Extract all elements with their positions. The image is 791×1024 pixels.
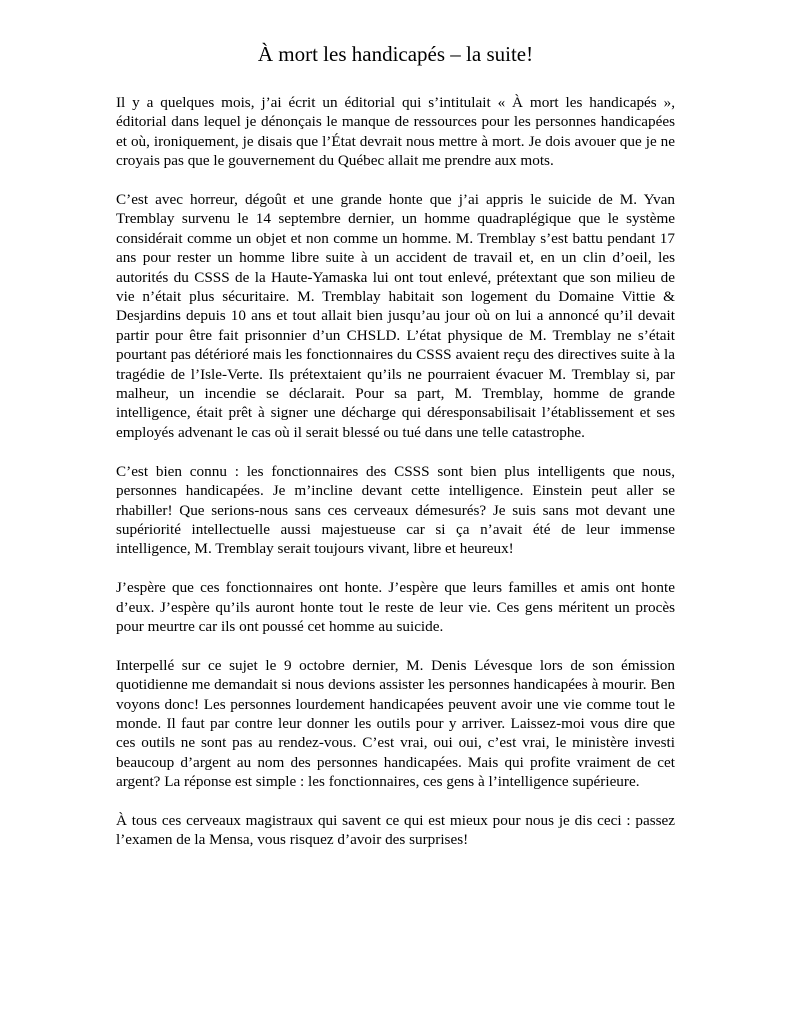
- paragraph-1: Il y a quelques mois, j’ai écrit un éditorial qui s’intitulait « À mort les handicapés », éditorial dans lequel je dénonçais le manque de ressources pour les personnes handicapées et où, ironiquement, je disais que l’État devrait nous mettre à mort. Je dois avouer que je ne croyais pas que le gouvernement du Québec allait me prendre aux mots.: [116, 94, 675, 170]
- page-title: À mort les handicapés – la suite!: [257, 42, 534, 66]
- paragraph-3: C’est bien connu : les fonctionnaires des CSSS sont bien plus intelligents que nous, personnes handicapées. Je m’incline devant cette intelligence. Einstein peut aller se rhabiller! Que serions-nous sans ces cerveaux démesurés? Je suis sans mot devant une supériorité intellectuelle aussi majestueuse car si ça n’avait été de leur immense intelligence, M. Tremblay serait toujours vivant, libre et heureux!: [116, 462, 675, 558]
- paragraph-4: J’espère que ces fonctionnaires ont honte. J’espère que leurs familles et amis ont honte d’eux. J’espère qu’ils auront honte tout le reste de leur vie. Ces gens méritent un procès pour meurtre car ils ont poussé cet homme au suicide.: [116, 579, 675, 635]
- paragraph-5: Interpellé sur ce sujet le 9 octobre dernier, M. Denis Lévesque lors de son émission quotidienne me demandait si nous devions assister les personnes handicapées à mourir. Ben voyons donc! Les personnes lourdement handicapées peuvent avoir une vie comme tout le monde. Il faut par contre leur donner les outils pour y arriver. Laissez-moi vous dire que ces outils ne sont pas au rendez-vous. C’est vrai, oui oui, c’est vrai, le ministère investi beaucoup d’argent au nom des personnes handicapées. Mais qui profite vraiment de cet argent? La réponse est simple : les fonctionnaires, ces gens à l’intelligence supérieure.: [116, 656, 675, 791]
- paragraph-2: C’est avec horreur, dégoût et une grande honte que j’ai appris le suicide de M. Yvan Tremblay survenu le 14 septembre dernier, un homme quadraplégique que le système considérait comme un objet et non comme un homme. M. Tremblay s’est battu pendant 17 ans pour rester un homme libre suite à un accident de travail et, en un clin d’oeil, les autorités du CSSS de la Haute-Yamaska lui ont tout enlevé, prétextant que son milieu de vie n’était plus sécuritaire. M. Tremblay habitait son logement du Domaine Vittie & Desjardins depuis 10 ans et tout allait bien jusqu’au jour où on lui a annoncé qu’il devait partir pour être fait prisonnier d’un CHSLD. L’état physique de M. Tremblay ne s’était pourtant pas détérioré mais les fonctionnaires du CSSS avaient reçu des directives suite à la tragédie de l’Isle-Verte. Ils prétextaient qu’ils ne pourraient évacuer M. Tremblay si, par malheur, un incendie se déclarait. Pour sa part, M. Tremblay, homme de grande intelligence, était prêt à signer une décharge qui déresponsabilisait l’établissement et ses employés advenant le cas où il serait blessé ou tué dans une telle catastrophe.: [116, 191, 675, 441]
- document-body: [116, 93, 675, 869]
- paragraph-6: À tous ces cerveaux magistraux qui savent ce qui est mieux pour nous je dis ceci : passez l’examen de la Mensa, vous risquez d’avoir des surprises!: [116, 811, 675, 849]
